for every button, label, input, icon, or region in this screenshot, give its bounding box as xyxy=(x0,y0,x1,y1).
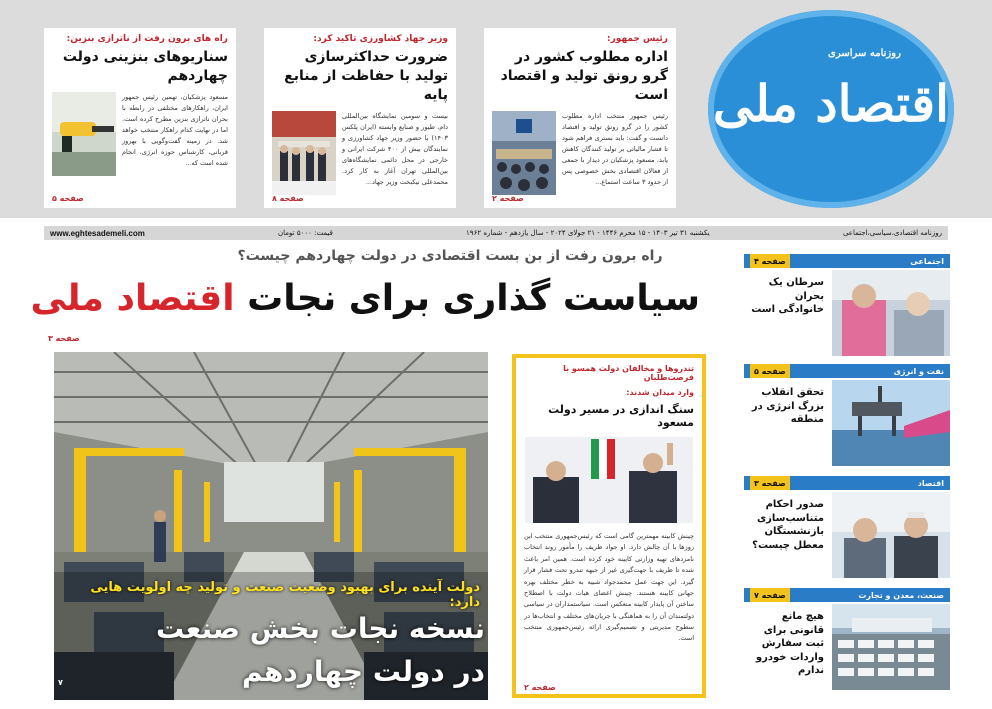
website-link[interactable]: www.eghtesademeli.com xyxy=(50,228,145,238)
page-ref: صفحه ۳ xyxy=(48,334,80,343)
factory-photo[interactable] xyxy=(54,352,488,700)
center-kicker-2: وارد میدان شدند: xyxy=(626,388,694,397)
teaser-kicker: وزیر جهاد کشاورزی تاکید کرد: xyxy=(313,34,448,44)
sidebar-item-economy[interactable] xyxy=(744,476,950,582)
teaser-headline[interactable]: اداره مطلوب کشور در گرو رونق تولید و اقتصاد است xyxy=(500,49,668,103)
section-bar xyxy=(744,254,950,268)
factory-illustration xyxy=(54,352,488,700)
section-page: صفحه ۷ xyxy=(750,588,790,602)
masthead-description: روزنامه اقتصادی،سیاسی،اجتماعی xyxy=(842,229,942,237)
center-body: چینش کابینه مهمترین گامی است که رئیس‌جمهوری منتخب این روزها با آن چالش دارد. او جواد ظریف را مأمور روند انتخاب نامزدهای تهیه وزارتی کابینه خود کرده است. همین امر باعث شده تا ظریف با جهت‌گیری غیر از جبهه تندرو تحت فشار قرار گیرد. این جهت عمل محمدجواد شبیه به خطر مختلف بهره جهانی کابینه هستند. چینش اعضای هیات دولت با اصطلاح ساختن آن پایدار کابینه منعکس است. سیاستمداران در سیاسی دولتمندان آن را به هماهنگی با جریان‌های مختلف و انتخاب‌ها در سطوح مدیریتی و تصمیم‌گیری ارائه رئیس‌جمهوری منتخب است. xyxy=(524,532,694,643)
section-page: صفحه ۳ xyxy=(750,476,790,490)
teaser-gasoline[interactable] xyxy=(44,28,236,208)
page-ref: صفحه ۲ xyxy=(492,194,524,203)
teaser-agriculture[interactable] xyxy=(264,28,456,208)
teaser-headline[interactable]: ضرورت حداکثرسازی تولید با حفاظت از منابع پایه xyxy=(284,49,448,103)
section-label: نفت و انرژی xyxy=(893,366,944,376)
main-headline[interactable] xyxy=(30,278,700,319)
section-label: اقتصاد xyxy=(917,478,944,488)
section-bar xyxy=(744,364,950,378)
politicians-photo xyxy=(525,437,693,523)
photo-page-ref: ۷ xyxy=(58,678,63,687)
center-headline[interactable]: سنگ اندازی در مسیر دولت مسعود xyxy=(548,403,694,429)
section-page: صفحه ۴ xyxy=(750,254,790,268)
sidebar-title[interactable]: تحقق انقلاب بزرگ انرژی در منطقه xyxy=(751,387,824,425)
exhibition-photo xyxy=(272,111,336,195)
photo-headline-line1[interactable]: نسخه نجات بخش صنعت xyxy=(156,612,485,645)
meeting-photo xyxy=(492,111,556,195)
main-headline-red: اقتصاد ملی xyxy=(30,278,235,319)
teaser-body: رئیس جمهور منتخب اداره مطلوب کشور را در گرو رونق تولید و اقتصاد دانست و گفت: باید بستری فراهم شود تا فشار مالیاتی بر تولید کنندگان کاهش یابد. مسعود پزشکیان در دیدار با جمعی از فعالان اقتصادی بخش خصوصی پس از حدود ۳ ساعت استماع... xyxy=(562,111,668,186)
photo-kicker: دولت آینده برای بهبود وضعیت صنعت و تولید چه اولویت هایی دارد: xyxy=(90,580,480,610)
section-bar xyxy=(744,476,950,490)
section-bar xyxy=(744,588,950,602)
logo-name: اقتصاد ملی xyxy=(712,74,950,133)
sidebar-item-energy[interactable] xyxy=(744,364,950,470)
page-ref: صفحه ۸ xyxy=(272,194,304,203)
retirees-photo xyxy=(832,492,950,578)
sidebar-item-industry[interactable] xyxy=(744,588,950,694)
main-overline: راه برون رفت از بن بست اقتصادی در دولت چهاردهم چیست؟ xyxy=(237,248,663,264)
teaser-president[interactable] xyxy=(484,28,676,208)
photo-headline-line2[interactable]: در دولت چهاردهم xyxy=(242,655,485,688)
teaser-headline[interactable]: سناریوهای بنزینی دولت چهاردهم xyxy=(62,49,228,84)
main-headline-black: سیاست گذاری برای نجات xyxy=(234,278,700,319)
fuel-nozzle-photo xyxy=(52,92,116,176)
page-ref: صفحه ۵ xyxy=(52,194,84,203)
center-story-box[interactable] xyxy=(512,354,706,698)
sidebar-title[interactable]: سرطان یک بحران خانوادگی است xyxy=(751,277,824,315)
sidebar-title[interactable]: صدور احکام متناسب‌سازی بازنشستگان معطل چیست؟ xyxy=(752,499,824,551)
top-strip xyxy=(0,0,992,218)
masthead-date: یکشنبه ۳۱ تیر ۱۴۰۳ - ۱۵ محرم ۱۴۴۶ - ۲۱ جولای ۲۰۲۴ - سال یازدهم - شماره ۱۹۶۲ xyxy=(466,229,710,237)
cancer-patient-photo xyxy=(832,270,950,356)
masthead-bar xyxy=(44,226,948,240)
teaser-kicker: راه های برون رفت از ناترازی بنزین: xyxy=(66,34,228,44)
offshore-platform-photo xyxy=(832,380,950,466)
section-label: صنعت، معدن و تجارت xyxy=(858,590,944,600)
teaser-kicker: رئیس جمهور: xyxy=(607,34,668,44)
logo-tagline: روزنامه سراسری xyxy=(828,48,901,59)
masthead-price: قیمت: ۵۰۰۰ تومان xyxy=(278,229,333,237)
newspaper-logo[interactable] xyxy=(700,6,962,212)
sidebar-item-social[interactable] xyxy=(744,254,950,360)
section-page: صفحه ۵ xyxy=(750,364,790,378)
imported-cars-photo xyxy=(832,604,950,690)
teaser-body: بیست و سومین نمایشگاه بین‌المللی دام، طیور و صنایع وابسته (ایران پلکس ۱۴۰۳) با حضور وزیر جهاد کشاورزی و نمایندگان بیش از ۴۰۰ شرکت ایرانی و خارجی در محل دائمی نمایشگاه‌های بین‌المللی تهران آغاز به کار کرد. محمدعلی نیکبخت وزیر جهاد... xyxy=(342,111,448,186)
sidebar-title[interactable]: هیچ مانع قانونی برای ثبت سفارش واردات خودرو ندارم xyxy=(755,611,824,676)
section-label: اجتماعی xyxy=(910,256,944,266)
page-ref: صفحه ۲ xyxy=(524,683,556,692)
center-kicker-1: تندروها و مخالفان دولت همسو با فرصت‌طلبان xyxy=(563,364,694,382)
teaser-body: مسعود پزشکیان، تهمین رئیس جمهور ایران، راهکارهای مختلفی در رابطه با بحران ناترازی بنزین مطرح کرده است. اما در نهایت کدام راهکار منتخب خواهد شد. در زمینه گفت‌وگویی با بهروز قربانی، کارشناس حوزه انرژی، انجام شده است که... xyxy=(122,92,228,168)
logo-oval xyxy=(708,10,954,208)
